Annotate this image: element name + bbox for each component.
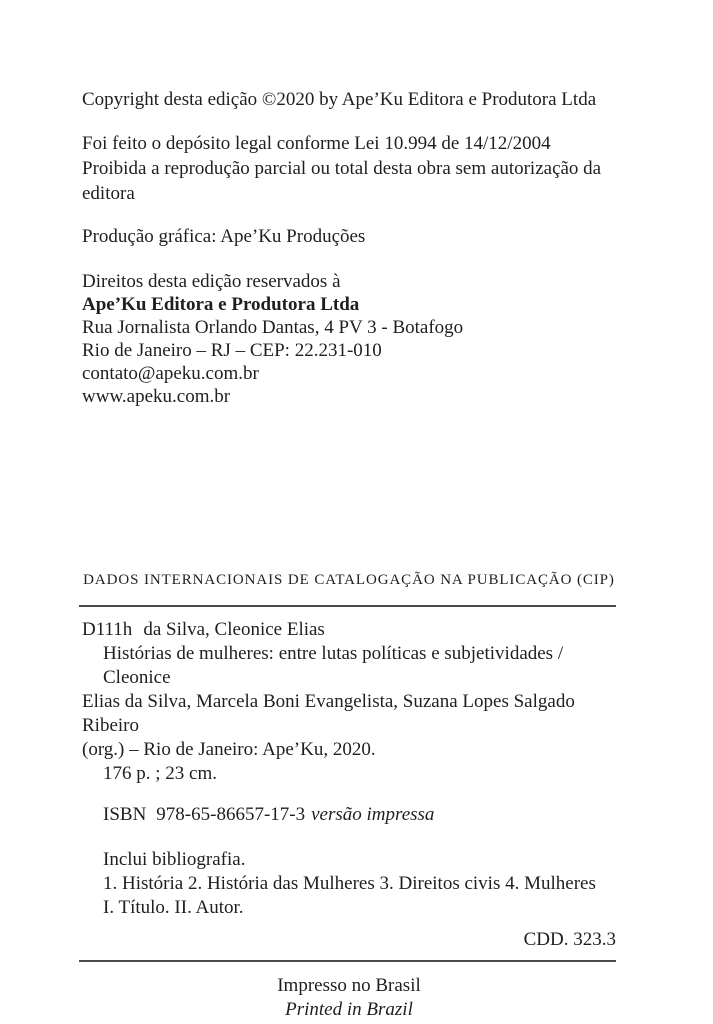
rights-block [82,270,616,408]
catalog-collation-line: 176 p. ; 23 cm. [103,763,217,784]
subject-headings-line: 1. História 2. História das Mulheres 3. Direitos civis 4. Mulheres [103,873,596,894]
catalog-title-line-1: Histórias de mulheres: entre lutas políticas e subjetividades / Cleonice [103,643,564,688]
bibliography-note-line: Inclui bibliografia. [103,849,246,870]
printed-en-line: Printed in Brazil [285,999,413,1020]
catalog-title-line-2: Elias da Silva, Marcela Boni Evangelista, Suzana Lopes Salgado Ribeiro [82,691,575,736]
publisher-street-address: Rua Jornalista Orlando Dantas, 4 PV 3 - Botafogo [82,317,464,338]
isbn-version-note: versão impressa [311,804,435,825]
cip-section [82,571,616,962]
publisher-city-cep: Rio de Janeiro – RJ – CEP: 22.231-010 [82,340,382,361]
graphic-production-line: Produção gráfica: Ape’Ku Produções [82,226,366,247]
isbn-label: ISBN [103,804,147,825]
copyright-line: Copyright desta edição ©2020 by Ape’Ku Editora e Produtora Ltda [82,89,597,110]
isbn-number: 978-65-86657-17-3 [156,804,306,825]
legal-deposit-line: Foi feito o depósito legal conforme Lei 10.994 de 14/12/2004 [82,133,551,154]
cip-bottom-rule [79,960,616,962]
printed-pt-line: Impresso no Brasil [277,975,421,996]
publisher-email: contato@apeku.com.br [82,363,259,384]
cdd-classification: CDD. 323.3 [523,929,616,950]
cip-heading: DADOS INTERNACIONAIS DE CATALOGAÇÃO NA PUBLICAÇÃO (CIP) [83,572,615,588]
catalog-author-line [82,618,616,642]
rights-intro-line: Direitos desta edição reservados à [82,271,341,292]
cip-top-rule [79,605,616,607]
isbn-line [82,803,616,827]
printed-in-brazil-block [82,974,616,1022]
cutter-code: D111h [82,619,133,640]
publisher-name: Ape’Ku Editora e Produtora Ltda [82,294,360,315]
catalog-title-line-3: (org.) – Rio de Janeiro: Ape’Ku, 2020. [82,739,376,760]
catalog-notes [82,848,616,920]
catalog-entry [82,618,616,952]
publisher-website: www.apeku.com.br [82,386,231,407]
legal-deposit-block [82,131,616,206]
reproduction-notice-line: Proibida a reprodução parcial ou total desta obra sem autorização da editora [82,158,602,204]
tracings-line: I. Título. II. Autor. [103,897,244,918]
catalog-author: da Silva, Cleonice Elias [143,619,325,640]
